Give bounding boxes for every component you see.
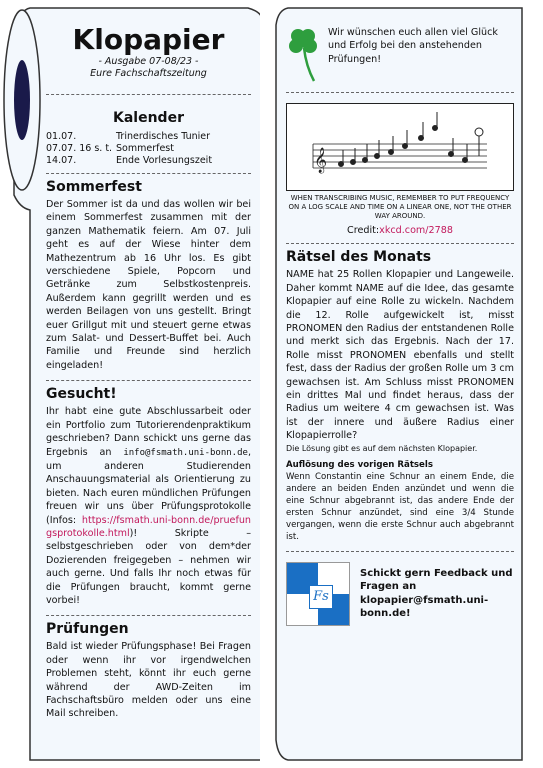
wishes-box <box>286 26 514 84</box>
issue-number: - Ausgabe 07-08/23 - <box>98 56 199 67</box>
comic-panel <box>286 103 514 191</box>
calendar-event: Sommerfest <box>116 143 174 154</box>
calendar-table <box>46 131 251 167</box>
raetsel-note: Die Lösung gibt es auf dem nächsten Klopapier. <box>286 443 478 453</box>
sommerfest-text: Der Sommer ist da und das wollen wir bei einem Sommerfest zusammen mit der ganzen Mathematik feiern. Am 07. Juli geht es auf der Wiese hinter dem Mathezentrum ab 16 Uhr los. Es gibt verschiedene Spiele, Popcorn und Getränke zum Selbstkostenpreis. Außerdem kann gegrillt werden und es werden Beilagen von uns gestellt. Bringt euer Grillgut mit und steuert gerne etwas zum Salat- und Dessert-Buffet bei. Auch Familie und Freunde sind herzlich eingeladen! <box>46 199 251 371</box>
sommerfest-heading: Sommerfest <box>46 179 142 195</box>
svg-text:𝄞: 𝄞 <box>314 148 328 173</box>
right-paper-roll <box>270 0 530 768</box>
gesucht-heading: Gesucht! <box>46 386 117 403</box>
credit-link[interactable]: xkcd.com/2788 <box>379 225 453 236</box>
gesucht-text-part: )! Skripte – selbstgeschrieben oder von dem*der Dozierenden freigegeben – nehmen wir auch gerne. Und falls Ihr noch etwas für die Prüfungen braucht, kommt gerne vorbei! <box>46 527 251 606</box>
calendar-date: 07.07. 16 s. t. <box>46 143 113 154</box>
comic-drawing <box>287 104 513 190</box>
calendar-event: Ende Vorlesungszeit <box>116 155 213 166</box>
pruefungen-heading: Prüfungen <box>46 621 129 638</box>
raetsel-heading: Rätsel des Monats <box>286 249 432 266</box>
calendar-date: 01.07. <box>46 131 77 142</box>
email-address[interactable]: info@fsmath.uni-bonn.de <box>123 447 248 458</box>
comic-caption: WHEN TRANSCRIBING MUSIC, REMEMBER TO PUT FREQUENCY ON A LOG SCALE AND TIME ON A LINEAR ONE, NOT THE OTHER WAY AROUND. <box>288 194 512 220</box>
fachschaft-logo <box>286 562 350 626</box>
credit-label: Credit: <box>347 225 380 236</box>
newspaper-subtitle: Eure Fachschaftszeitung <box>90 68 207 79</box>
four-leaf-clover-icon <box>286 26 320 84</box>
wishes-text: Wir wünschen euch allen viel Glück und Erfolg bei den anstehenden Prüfungen! <box>328 27 498 65</box>
comic-credit <box>286 224 514 237</box>
contact-text: Schickt gern Feedback und Fragen an klopapier@fsmath.uni-bonn.de! <box>360 567 513 620</box>
left-paper-roll <box>0 0 260 768</box>
newspaper-title: Klopapier <box>72 23 225 56</box>
calendar-heading: Kalender <box>113 110 184 126</box>
pruefungen-text: Bald ist wieder Prüfungsphase! Bei Fragen oder wenn ihr vor irgendwelchen Problemen steht, könnt ihr euch gerne während der AWD-Zeiten im Fachschaftsbüro melden oder uns eine Mail schreiben. <box>46 641 251 720</box>
logo-label: Fs <box>309 585 333 609</box>
previous-solution-heading: Auflösung des vorigen Rätsels <box>286 459 433 470</box>
gesucht-text-part: , um anderen Studierenden Anschauungsmaterial als Orientierung zu bieten. Nach euren mündlichen Prüfungen freuen wir uns über Prüfungsprotokolle (Infos: <box>46 446 251 526</box>
gesucht-text-part: Ihr habt eine gute Abschlussarbeit oder ein Portfolio zum Tutorierendenpraktikum geschrieben? Dann schickt uns gerne das Ergebnis an <box>46 406 251 458</box>
gesucht-text <box>46 405 251 607</box>
previous-solution-text: Wenn Constantin eine Schnur an einem Ende, die andere an beiden Enden anzündet und wenn die eine Schnur abgebrannt ist, das andere Ende der ersten Schnur anzündet, sind eine 3/4 Stunde vergangen, wenn die erste Schnur auch abgebrannt ist. <box>286 471 514 542</box>
raetsel-text: NAME hat 25 Rollen Klopapier und Langeweile. Daher kommt NAME auf die Idee, das gesamte Klopapier auf eine Rolle zu wickeln. Nachdem die 12. Rolle aufgewickelt ist, misst PRONOMEN den Radius der entstandenen Rolle und merkt sich das Ergebnis. Nach der 17. Rolle misst PRONOMEN ebenfalls und stellt fest, dass der Radius der großen Rolle um 3 cm gewachsen ist. Am Schluss misst PRONOMEN ein drittes Mal und findet heraus, dass der Radius um weitere 4 cm gewachsen ist. Was ist der innere und äußere Radius einer Klopapierrolle? <box>286 269 514 442</box>
protokolle-link[interactable]: https://fsmath.uni-bonn.de/pruefungsprotokolle.html <box>46 514 251 539</box>
calendar-event: Trinerdisches Tunier <box>116 131 211 142</box>
calendar-date: 14.07. <box>46 155 77 166</box>
contact-box <box>286 562 514 626</box>
